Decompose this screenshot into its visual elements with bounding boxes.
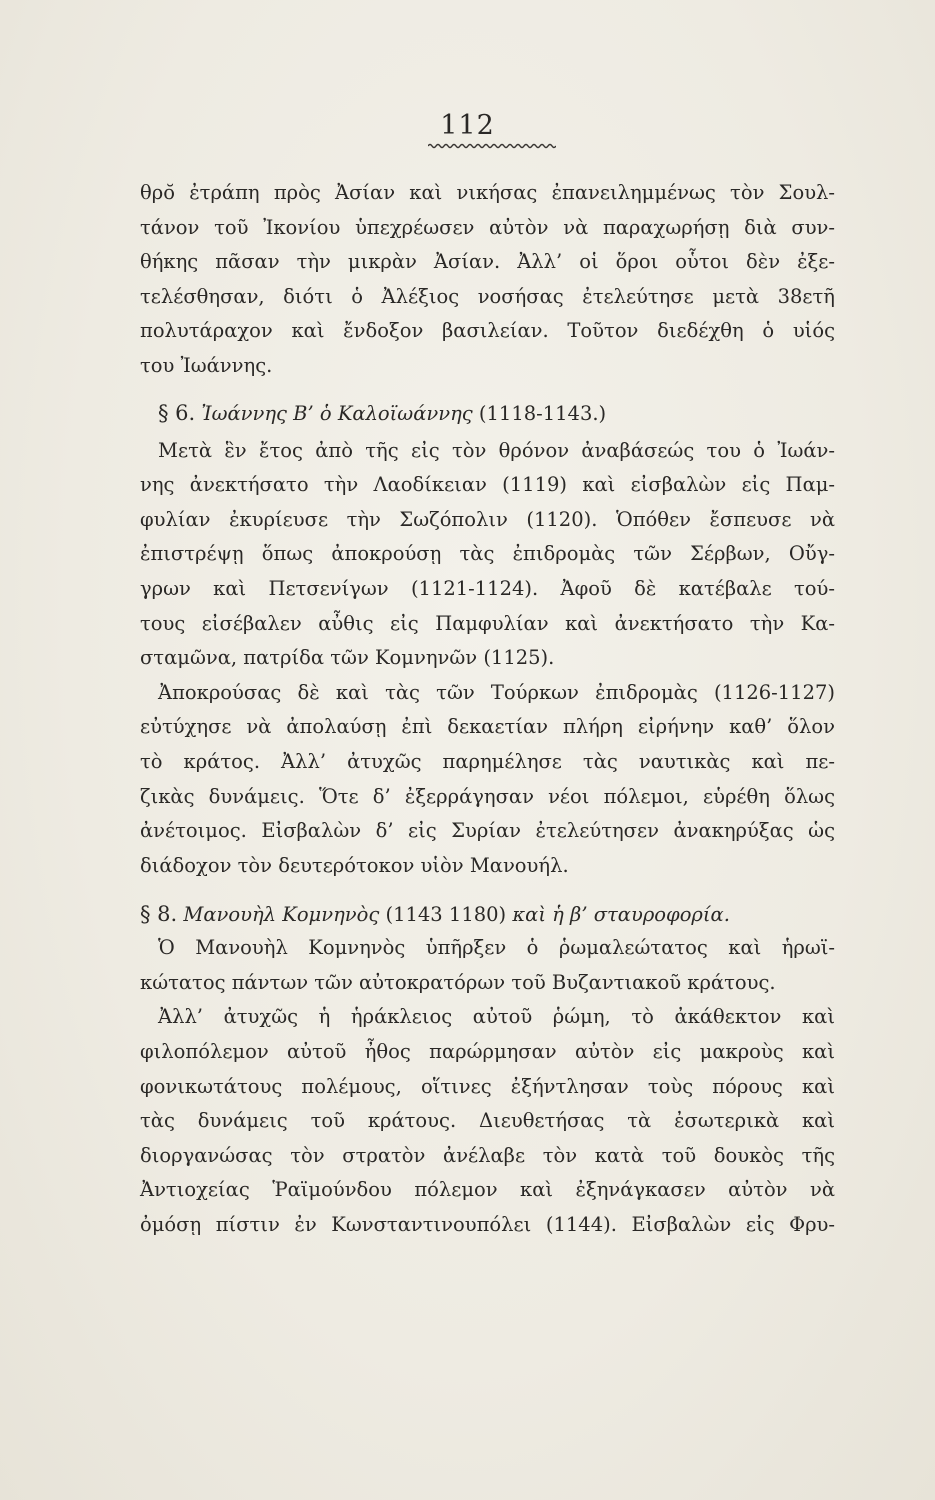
text-line: θρο̆ ἐτράπη πρὸς Ἀσίαν καὶ νικήσας ἐπανειλημμένως τὸν Σουλ- <box>140 181 835 204</box>
text-line: Ἀποκρούσας δὲ καὶ τὰς τῶν Τούρκων ἐπιδρομὰς (1126-1127) <box>158 680 835 704</box>
section-title: Ἰωάννης Β’ ὁ Καλοϊωάννης <box>201 401 473 425</box>
section-title: Μανουὴλ Κομνηνὸς <box>183 903 380 927</box>
section-8-heading <box>140 897 835 931</box>
text-line: θήκης πᾶσαν τὴν μικρὰν Ἀσίαν. Ἀλλ’ οἱ ὅροι οὗτοι δὲν ἐξε- <box>140 250 835 274</box>
text-line: ἀνέτοιμος. Εἰσβαλὼν δ’ εἰς Συρίαν ἐτελεύτησεν ἀνακηρύξας ὡς <box>140 819 835 843</box>
page-number: 112 <box>440 110 495 141</box>
text-line: φυλίαν ἐκυρίευσε τὴν Σωζόπολιν (1120). Ὁπόθεν ἔσπευσε νὰ <box>140 507 835 531</box>
section-dates: (1118-1143.) <box>478 401 607 425</box>
text-line: διάδοχον τὸν δευτερότοκον υἱὸν Μανουήλ. <box>140 853 569 877</box>
wavy-rule-ornament <box>428 142 556 150</box>
text-line: διοργανώσας τὸν στρατὸν ἀνέλαβε τὸν κατὰ τοῦ δουκὸς τῆς <box>140 1143 835 1167</box>
text-line: φονικωτάτους πολέμους, οἵτινες ἐξήντλησαν τοὺς πόρους καὶ <box>140 1074 835 1098</box>
text-line: τὰς δυνάμεις τοῦ κράτους. Διευθετήσας τὰ ἐσωτερικὰ καὶ <box>140 1109 835 1133</box>
text-line: τὸ κράτος. Ἀλλ’ ἀτυχῶς παρημέλησε τὰς ναυτικὰς καὶ πε- <box>140 749 835 773</box>
text-line: του Ἰωάννης. <box>140 353 273 377</box>
section-sign: § 8. <box>140 902 178 927</box>
text-line: τελέσθησαν, διότι ὁ Ἀλέξιος νοσήσας ἐτελεύτησε μετὰ 38ετῆ <box>140 284 835 308</box>
text-line: εὐτύχησε νὰ ἀπολαύσῃ ἐπὶ δεκαετίαν πλήρη εἰρήνην καθ’ ὅλον <box>140 715 835 739</box>
body-text <box>140 176 835 1243</box>
text-line: φιλοπόλεμον αὐτοῦ ἦθος παρώρμησαν αὐτὸν εἰς μακροὺς καὶ <box>140 1040 835 1064</box>
text-line: νης ἀνεκτήσατο τὴν Λαοδίκειαν (1119) καὶ εἰσβαλὼν εἰς Παμ- <box>140 473 835 497</box>
text-line: σταμῶνα, πατρίδα τῶν Κομνηνῶν (1125). <box>140 646 555 670</box>
text-line: κώτατος πάντων τῶν αὐτοκρατόρων τοῦ Βυζαντιακοῦ κράτους. <box>140 970 776 994</box>
section-dates: (1143 1180) <box>385 903 507 927</box>
text-line: ζικὰς δυνάμεις. Ὅτε δ’ ἐξερράγησαν νέοι πόλεμοι, εὑρέθη ὅλως <box>140 784 835 808</box>
section-6-heading <box>140 392 835 434</box>
text-line: τάνον τοῦ Ἰκονίου ὑπεχρέωσεν αὐτὸν νὰ παραχωρήσῃ διὰ συν- <box>140 215 835 239</box>
text-line: Ὁ Μανουὴλ Κομνηνὸς ὑπῆρξεν ὁ ῥωμαλεώτατος καὶ ἡρωϊ- <box>158 936 835 960</box>
text-line: Μετὰ ἓν ἔτος ἀπὸ τῆς εἰς τὸν θρόνον ἀναβάσεώς του ὁ Ἰωάν- <box>158 438 835 462</box>
text-line: τους εἰσέβαλεν αὖθις εἰς Παμφυλίαν καὶ ἀνεκτήσατο τὴν Κα- <box>140 611 835 635</box>
text-line: πολυτάραχον καὶ ἔνδοξον βασιλείαν. Τοῦτον διεδέχθη ὁ υἱός <box>140 319 835 343</box>
section-sign: § 6. <box>158 400 196 425</box>
text-line: Ἀντιοχείας Ῥαϊμούνδου πόλεμον καὶ ἐξηνάγκασεν αὐτὸν νὰ <box>140 1178 835 1202</box>
text-line: ὀμόσῃ πίστιν ἐν Κωνσταντινουπόλει (1144). Εἰσβαλὼν εἰς Φρυ- <box>140 1213 835 1237</box>
text-line: Ἀλλ’ ἀτυχῶς ἡ ἡράκλειος αὐτοῦ ῥώμη, τὸ ἀκάθεκτον καὶ <box>158 1005 835 1029</box>
text-line: γρων καὶ Πετσενίγων (1121-1124). Ἀφοῦ δὲ κατέβαλε τού- <box>140 576 835 600</box>
section-subtitle: καὶ ἡ β’ σταυροφορία. <box>512 903 730 927</box>
text-line: ἐπιστρέψῃ ὅπως ἀποκρούσῃ τὰς ἐπιδρομὰς τῶν Σέρβων, Οὔγ- <box>140 542 835 566</box>
